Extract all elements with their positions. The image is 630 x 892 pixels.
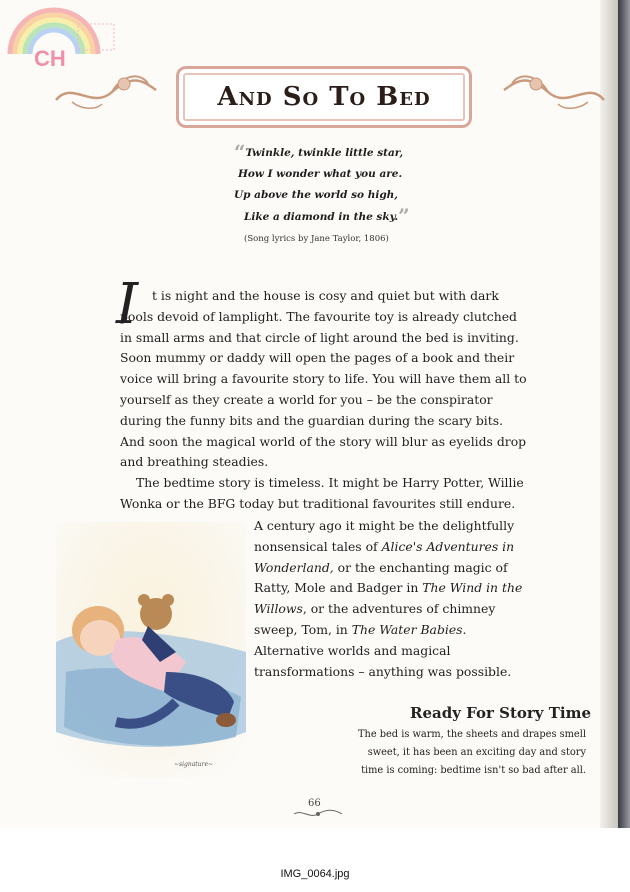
image-filename: IMG_0064.jpg	[280, 868, 350, 880]
poem-line-4: Like a diamond in the sky.	[244, 211, 399, 223]
poem-line-1: Twinkle, twinkle little star,	[245, 147, 404, 159]
paragraph-2: The bedtime story is timeless. It might be Harry Potter, Willie Wonka or the BFG today but traditional favourites still endure.	[120, 475, 524, 511]
sidebar-text: The bed is warm, the sheets and drapes smell sweet, it has been an exciting day and story time is coming: bedtime isn't so bad after all.	[357, 729, 586, 776]
open-quote-mark: “	[234, 140, 246, 164]
book-spine	[600, 0, 618, 828]
poem-quote	[234, 142, 454, 228]
scan-edge	[618, 0, 630, 828]
wrap-text-a: A century ago it might be the delightfully nonsensical tales of	[254, 518, 515, 554]
wrapped-paragraph	[254, 516, 534, 682]
page-title: And So To Bed	[217, 82, 431, 112]
poem-line-3: Up above the world so high,	[234, 189, 398, 201]
poem-line-2: How I wonder what you are.	[238, 168, 403, 180]
close-quote-mark: ”	[398, 204, 410, 228]
rainbow-logo	[4, 4, 124, 68]
svg-text:~signature~: ~signature~	[174, 761, 214, 768]
sidebar-heading: Ready For Story Time	[410, 704, 591, 722]
sleeping-child-illustration	[56, 522, 246, 778]
page-number-ornament	[292, 808, 344, 820]
paragraph-1: t is night and the house is cosy and quiet but with dark pools devoid of lamplight. The favourite toy is already clutched in small arms and that circle of light around the bed is inviting. Soon mummy or daddy will open the pages of a book and their voice will bring a favourite story to life. You will have them all to yourself as they create a world for you – be the conspirator during the funny bits and the guardian during the scary bits. And soon the magical world of the story will blur as eyelids drop and breathing steadies.	[120, 288, 527, 470]
wrap-text-b: or the enchanting magic of Ratty, Mole and Badger in	[254, 559, 508, 596]
left-flourish-ornament	[52, 60, 162, 120]
body-text	[120, 286, 530, 515]
poem-credit: (Song lyrics by Jane Taylor, 1806)	[244, 234, 389, 244]
wrap-text-d: . Alternative worlds and magical transformations – anything was possible.	[254, 621, 512, 679]
book-title-water-babies: The Water Babies	[351, 621, 463, 637]
title-frame	[176, 66, 472, 128]
right-flourish-ornament	[498, 60, 608, 120]
drop-cap: I	[116, 272, 139, 337]
wrap-text-c: , or the adventures of chimney sweep, Tom, in	[254, 601, 496, 637]
book-title-wind-willows: The Wind in the Willows	[254, 580, 523, 617]
watermark-text: CH	[34, 46, 66, 68]
book-title-alice: Alice's Adventures in Wonderland,	[254, 538, 515, 575]
page-number: 66	[308, 798, 321, 809]
